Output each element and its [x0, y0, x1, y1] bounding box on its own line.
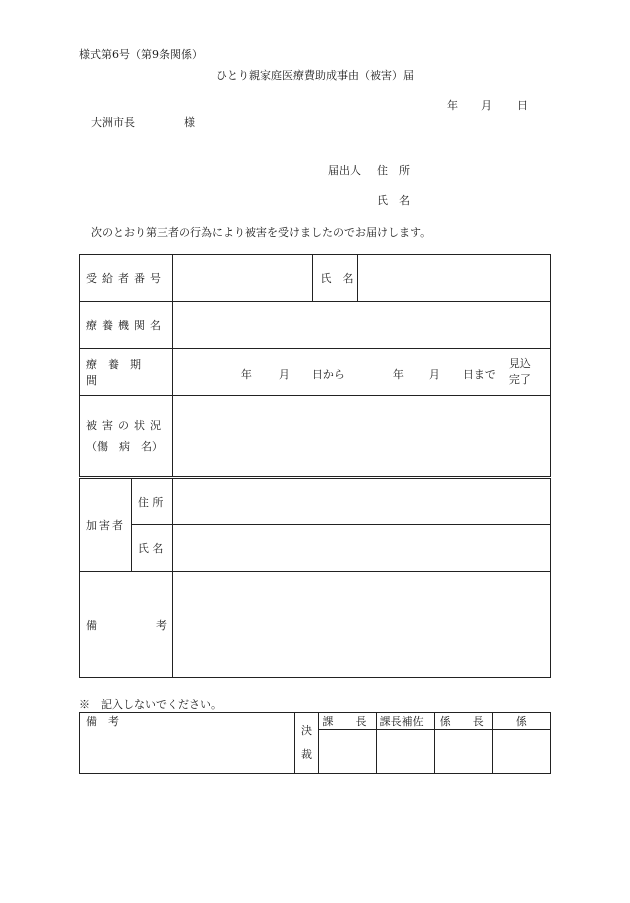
office-table	[79, 712, 551, 774]
perpetrator-address-label: 住 所	[131, 478, 172, 525]
applicant-address-label: 住 所	[377, 164, 410, 177]
addressee-city: 大洲市長	[91, 116, 135, 129]
institution-label: 療養機関名	[80, 302, 173, 349]
period-to-day: 日まで	[462, 368, 496, 381]
damage-status-field[interactable]	[172, 396, 550, 478]
perpetrator-label: 加害者	[80, 478, 132, 572]
period-to-month: 月	[428, 368, 440, 381]
name-label: 氏 名	[312, 255, 358, 302]
stamp-deputy-chief[interactable]	[376, 730, 434, 774]
applicant-name-label: 氏 名	[377, 194, 410, 207]
remarks-label: 備 考	[80, 572, 173, 678]
period-status-complete: 完了	[508, 373, 531, 386]
addressee-sama: 様	[184, 116, 195, 129]
stamp-staff[interactable]	[492, 730, 550, 774]
perpetrator-name-field[interactable]	[172, 525, 550, 572]
recipient-number-label: 受給者番号	[80, 255, 173, 302]
col-section-chief: 課 長	[318, 713, 376, 730]
date-day: 日	[517, 99, 528, 112]
period-from-year: 年	[240, 368, 252, 381]
main-table	[79, 254, 551, 678]
institution-field[interactable]	[172, 302, 550, 349]
date-month: 月	[481, 99, 492, 112]
recipient-number-field[interactable]	[172, 255, 312, 302]
intro-text: 次のとおり第三者の行為により被害を受けましたのでお届けします。	[91, 226, 432, 239]
period-label: 療養期間	[80, 349, 173, 396]
date-year: 年	[447, 99, 458, 112]
perpetrator-name-label: 氏 名	[131, 525, 172, 572]
period-to-year: 年	[392, 368, 404, 381]
period-status-estimate: 見込	[508, 357, 531, 370]
period-from-day: 日から	[311, 368, 345, 381]
stamp-subsection-chief[interactable]	[434, 730, 492, 774]
stamp-section-chief[interactable]	[318, 730, 376, 774]
damage-status-label: 被害の状況 （傷 病 名）	[80, 396, 173, 478]
applicant-label: 届出人	[328, 164, 361, 177]
col-deputy-chief: 課長補佐	[376, 713, 434, 730]
perpetrator-address-field[interactable]	[172, 478, 550, 525]
form-number: 様式第6号（第9条関係）	[79, 48, 203, 61]
col-subsection-chief: 係 長	[434, 713, 492, 730]
period-field[interactable]	[172, 349, 550, 396]
approval-label: 決 裁	[295, 713, 318, 774]
col-staff: 係	[492, 713, 550, 730]
form-title: ひとり親家庭医療費助成事由（被害）届	[216, 69, 414, 82]
period-from-month: 月	[278, 368, 290, 381]
office-note: ※ 記入しないでください。	[79, 698, 222, 711]
name-field[interactable]	[358, 255, 551, 302]
remarks-field[interactable]	[172, 572, 550, 678]
office-remarks-label: 備 考	[80, 713, 295, 774]
